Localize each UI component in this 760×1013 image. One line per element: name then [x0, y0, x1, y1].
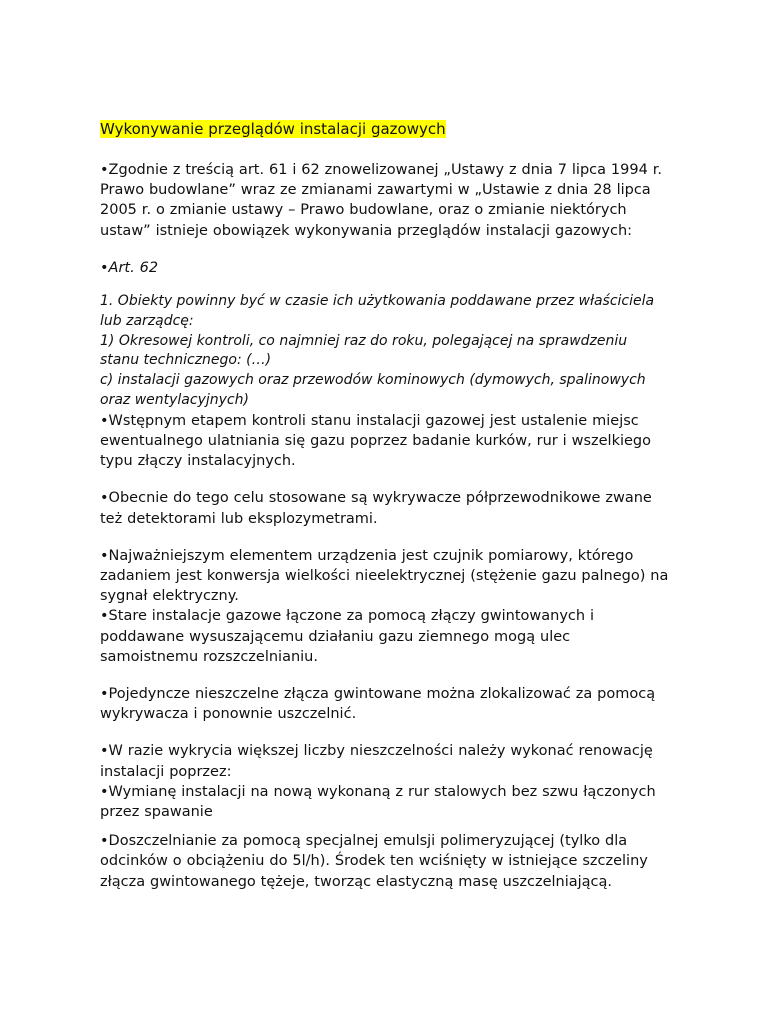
paragraph-detectors: •Obecnie do tego celu stosowane są wykrywacze półprzewodnikowe zwane też detektorami lub eksplozymetrami. — [100, 490, 652, 527]
paragraph-replacement: •Wymianę instalacji na nową wykonaną z rur stalowych bez szwu łączonych przez spawanie — [100, 783, 656, 821]
paragraph-sealing-emulsion: •Doszczelnianie za pomocą specjalnej emulsji polimeryzującej (tylko dla odcinków o obciążeniu do 5l/h). Środek ten wciśnięty w istniejące szczeliny złącza gwintowanego tężeje, tworząc elastyczną masę uszczelniającą. — [100, 833, 648, 890]
paragraph-art-62-gas-installations: c) instalacji gazowych oraz przewodów kominowych (dymowych, spalinowych oraz wentylacyjnych) — [100, 372, 646, 408]
document-title: Wykonywanie przeglądów instalacji gazowych — [100, 120, 446, 138]
paragraph-art-62-point-1: 1. Obiekty powinny być w czasie ich użytkowania poddawane przez właściciela lub zarządcę: — [100, 293, 655, 329]
paragraph-initial-inspection: •Wstępnym etapem kontroli stanu instalacji gazowej jest ustalenie miejsc ewentualnego ulatniania się gazu poprzez badanie kurków, rur i wszelkiego typu złączy instalacyjnych. — [100, 412, 652, 470]
paragraph-legal-basis: •Zgodnie z treścią art. 61 i 62 znowelizowanej „Ustawy z dnia 7 lipca 1994 r. Prawo budowlane” wraz ze zmianami zawartymi w „Ustawie z dnia 28 lipca 2005 r. o zmianie ustawy – Prawo budowlane, oraz o zmianie niektórych ustaw” istnieje obowiązek wykonywania przeglądów instalacji gazowych: — [100, 162, 662, 239]
paragraph-art-62: •Art. 62 — [100, 259, 159, 276]
paragraph-art-62-periodic-control: 1) Okresowej kontroli, co najmniej raz do roku, polegającej na sprawdzeniu stanu technicznego: (…) — [100, 332, 628, 369]
document-body — [100, 118, 670, 892]
paragraph-old-installations: •Stare instalacje gazowe łączone za pomocą złączy gwintowanych i poddawane wysuszającemu działaniu gazu ziemnego mogą ulec samoistnemu rozszczelnianiu. — [100, 608, 595, 665]
paragraph-threaded-joints: •Pojedyncze nieszczelne złącza gwintowane można zlokalizować za pomocą wykrywacza i ponownie uszczelnić. — [100, 686, 656, 723]
paragraph-sensor: •Najważniejszym elementem urządzenia jest czujnik pomiarowy, którego zadaniem jest konwersja wielkości nieelektrycznej (stężenie gazu palnego) na sygnał elektryczny. — [100, 547, 669, 605]
title-line — [100, 118, 670, 140]
paragraph-renovation: •W razie wykrycia większej liczby nieszczelności należy wykonać renowację instalacji poprzez: — [100, 743, 653, 780]
